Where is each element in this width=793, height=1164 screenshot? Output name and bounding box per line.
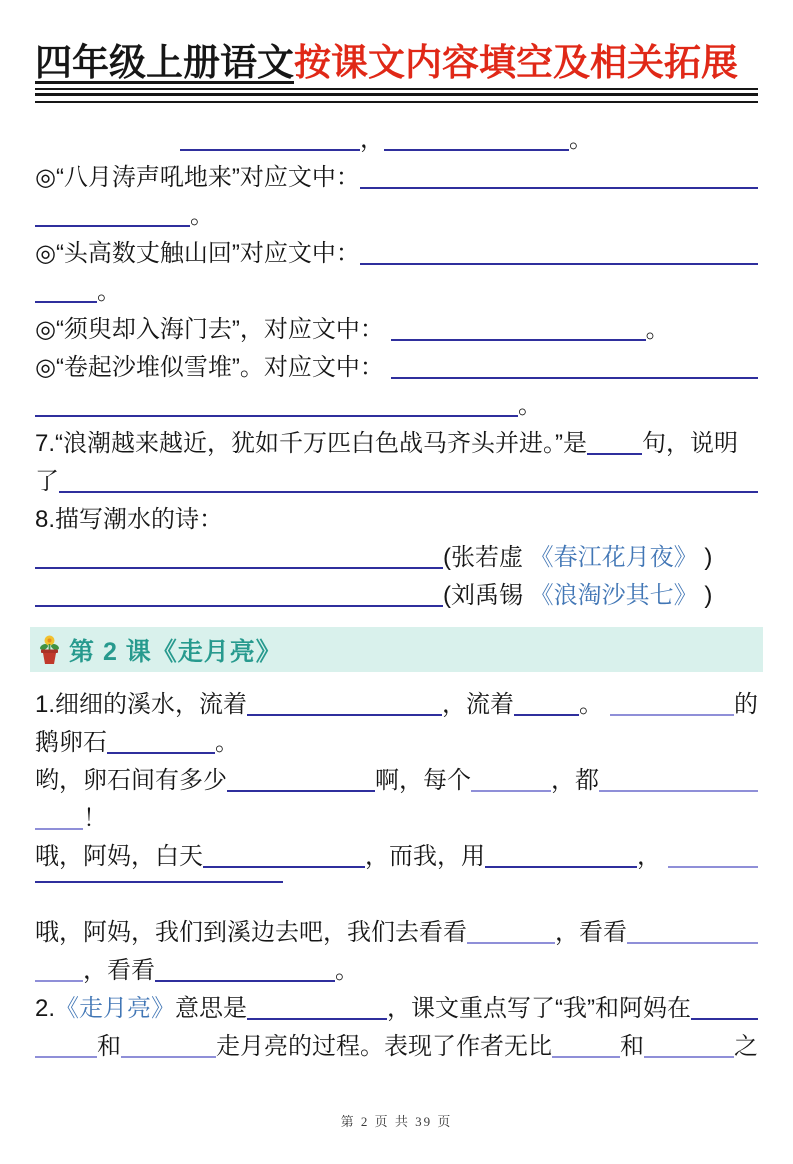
answer-blank: [360, 184, 758, 189]
text-segment: 和: [620, 1033, 644, 1061]
text-segment: ，: [637, 843, 668, 871]
document-line: [35, 499, 758, 537]
text-segment: ，课文重点写了“我”和阿妈在: [387, 995, 691, 1023]
document-line: [35, 988, 758, 1026]
document-line: [35, 537, 758, 575]
answer-blank: [668, 863, 758, 868]
text-segment: ，: [360, 126, 384, 154]
text-segment: 哦，阿妈，白天: [35, 843, 203, 871]
document-line: [35, 385, 758, 423]
document-line: [35, 461, 758, 499]
book-title-text: 《春江花月夜》: [529, 544, 698, 572]
answer-blank: [391, 336, 646, 341]
text-segment: ！: [83, 805, 107, 833]
text-segment: 之: [734, 1033, 758, 1061]
answer-blank: [691, 1015, 758, 1020]
text-segment: 哟，卵石间有多少: [35, 767, 227, 795]
answer-blank: [35, 564, 443, 569]
text-segment: 哦，阿妈，我们到溪边去吧，我们去看看: [35, 919, 467, 947]
document-line: [35, 233, 758, 271]
text-segment: 。: [569, 126, 593, 154]
answer-blank: [35, 412, 518, 417]
answer-blank: [485, 863, 637, 868]
document-line: [35, 798, 758, 836]
text-segment: 。: [335, 957, 359, 985]
answer-blank: [514, 711, 579, 716]
answer-blank: [599, 787, 758, 792]
answer-blank: [644, 1053, 734, 1058]
document-line: [35, 912, 758, 950]
answer-blank: [180, 146, 360, 151]
document-line: [35, 575, 758, 613]
text-segment: 。: [579, 691, 610, 719]
document-line: [35, 271, 758, 309]
text-segment: 。: [215, 729, 239, 757]
section-header-label: 第 2 课《走月亮》: [69, 637, 282, 666]
answer-blank: [391, 374, 758, 379]
document-line: [35, 836, 758, 874]
document-line: [35, 423, 758, 461]
document-line: [35, 347, 758, 385]
text-segment: 啊，每个: [375, 767, 471, 795]
text-segment: 了: [35, 468, 59, 496]
text-segment: ◎“卷起沙堆似雪堆”。对应文中：: [35, 354, 391, 382]
answer-blank: [121, 1053, 216, 1058]
text-segment: ◎“八月涛声吼地来”对应文中：: [35, 164, 360, 192]
text-segment: 走月亮的过程。表现了作者无比: [216, 1033, 552, 1061]
text-segment: ◎“须臾却入海门去”，对应文中：: [35, 316, 391, 344]
text-segment: ): [697, 544, 713, 572]
answer-blank: [35, 222, 190, 227]
document-line: [35, 195, 758, 233]
page-title: [35, 42, 758, 83]
text-segment: 的: [734, 691, 758, 719]
document-line: [35, 760, 758, 798]
document-line: [35, 309, 758, 347]
text-segment: 2.: [35, 995, 56, 1023]
answer-blank: [35, 1053, 97, 1058]
answer-blank: [552, 1053, 620, 1058]
answer-blank: [35, 602, 443, 607]
book-title-text: 《走月亮》: [55, 995, 176, 1023]
worksheet-page: [0, 42, 793, 1164]
text-segment: (刘禹锡: [443, 582, 530, 610]
answer-blank: [467, 939, 555, 944]
text-segment: 句，说明: [642, 430, 738, 458]
answer-blank: [59, 488, 758, 493]
text-segment: 鹅卵石: [35, 729, 107, 757]
document-line: [35, 722, 758, 760]
title-divider: [35, 88, 758, 103]
document-lines-part1: [35, 119, 758, 613]
section-header: [30, 627, 763, 672]
text-segment: (张若虚: [443, 544, 530, 572]
book-title-text: 《浪淘沙其七》: [529, 582, 698, 610]
text-segment: ，看看: [555, 919, 627, 947]
document-lines-part2: [35, 684, 758, 1064]
answer-blank: [587, 450, 642, 455]
text-segment: ，流着: [442, 691, 515, 719]
page-footer: [0, 1111, 793, 1130]
page-number: 第 2 页 共 39 页: [340, 1114, 453, 1129]
document-line: [35, 684, 758, 722]
document-line: [35, 874, 758, 912]
answer-blank: [471, 787, 551, 792]
text-segment: ，都: [551, 767, 599, 795]
answer-blank: [35, 878, 283, 883]
text-segment: ): [697, 582, 713, 610]
answer-blank: [360, 260, 758, 265]
answer-blank: [35, 298, 97, 303]
potted-plant-icon: [38, 634, 61, 666]
text-segment: 和: [97, 1033, 121, 1061]
document-line: [35, 950, 758, 988]
answer-blank: [627, 939, 758, 944]
answer-blank: [247, 1015, 387, 1020]
text-segment: 。: [97, 278, 121, 306]
answer-blank: [384, 146, 569, 151]
document-line: [35, 1026, 758, 1064]
answer-blank: [247, 711, 442, 716]
answer-blank: [227, 787, 375, 792]
answer-blank: [155, 977, 335, 982]
text-segment: ◎“头高数丈触山回”对应文中：: [35, 240, 360, 268]
answer-blank: [203, 863, 365, 868]
title-red-part: 按课文内容填空及相关拓展: [294, 42, 738, 83]
answer-blank: [35, 977, 83, 982]
text-segment: 7.“浪潮越来越近，犹如千万匹白色战马齐头并进。”是: [35, 430, 587, 458]
answer-blank: [35, 825, 83, 830]
text-segment: 。: [645, 316, 670, 344]
text-segment: 。: [518, 392, 542, 420]
text-segment: ，而我，用: [365, 843, 485, 871]
text-segment: 8.描写潮水的诗：: [35, 506, 224, 534]
text-segment: 1.细细的溪水，流着: [35, 691, 248, 719]
answer-blank: [610, 711, 734, 716]
text-segment: ，看看: [83, 957, 155, 985]
document-line: [35, 157, 758, 195]
text-segment: 意思是: [175, 995, 248, 1023]
text-segment: 。: [190, 202, 214, 230]
answer-blank: [107, 749, 215, 754]
document-line: [35, 119, 758, 157]
title-black-part: 四年级上册语文: [35, 42, 294, 83]
